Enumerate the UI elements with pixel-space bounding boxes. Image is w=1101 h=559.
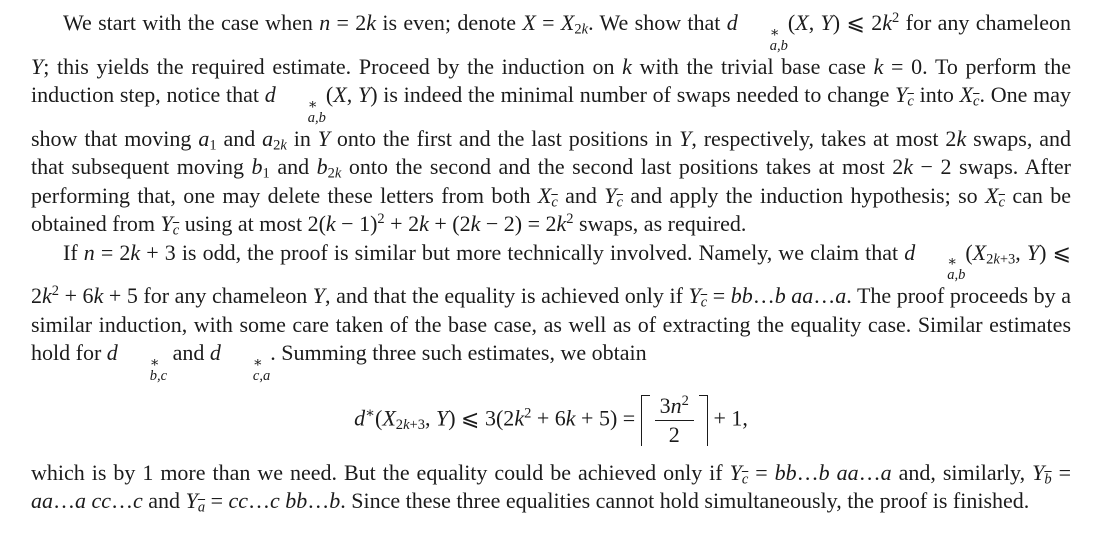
text-run: . One may show that moving xyxy=(31,82,1071,151)
text-run: k xyxy=(873,53,884,79)
text-run: can be obtained from xyxy=(31,182,1072,237)
text-run: X xyxy=(522,10,536,35)
text-run: 2 xyxy=(681,393,689,410)
text-run: k xyxy=(366,10,377,35)
text-run: 2 xyxy=(566,211,574,228)
superscript-subscript-stack xyxy=(738,24,788,54)
text-run: + 2 xyxy=(384,211,420,237)
text-run: ( xyxy=(965,239,973,265)
text-run: , xyxy=(1015,239,1027,265)
superscript-subscript-stack xyxy=(915,256,965,282)
subscript: a,b xyxy=(769,37,788,54)
text-run: 1 xyxy=(209,137,217,154)
text-run: + 5) = xyxy=(575,405,641,431)
text-run: … xyxy=(111,488,134,514)
text-run: k xyxy=(993,251,1000,268)
text-run: … xyxy=(752,283,775,309)
text-run: Y xyxy=(435,405,449,431)
text-run: Y xyxy=(1026,239,1040,265)
text-run: + 3 is odd, the proof is similar but more technically involved. Namely, we claim that xyxy=(140,239,905,265)
text-run: d xyxy=(106,340,118,366)
text-run: … xyxy=(53,488,75,514)
text-run: … xyxy=(248,488,271,514)
text-run: + 6 xyxy=(59,283,94,309)
text-run: + (2 xyxy=(428,211,471,237)
text-run: , respectively, takes at most 2 xyxy=(691,125,957,151)
text-run: k xyxy=(130,239,141,265)
text-run: a cc xyxy=(75,488,112,514)
text-run: ) ⩽ 2 xyxy=(31,239,1072,309)
fraction xyxy=(655,393,694,448)
fraction-denominator xyxy=(669,421,680,447)
text-run: swaps, and that subsequent moving xyxy=(31,125,1072,180)
text-run: and xyxy=(142,488,186,514)
subscript: b,c xyxy=(149,368,168,385)
text-run: Y xyxy=(160,211,173,237)
text-run: , xyxy=(808,10,821,35)
text-run: cc xyxy=(228,488,249,514)
text-run: b xyxy=(329,488,341,514)
text-run: . We show that xyxy=(588,10,727,35)
text-run: 2 xyxy=(668,422,680,448)
display-equation xyxy=(31,393,1071,448)
text-run: and apply the induction hypothesis; so xyxy=(623,182,986,208)
text-run: a xyxy=(198,125,210,151)
text-run: with the trivial base case xyxy=(631,53,874,79)
text-run: X xyxy=(985,182,999,208)
superscript: ∗ xyxy=(252,355,263,371)
text-run: 2 xyxy=(892,10,900,27)
text-run: ∗ xyxy=(365,405,376,422)
text-run: − 2 swaps. After performing that, one may delete these letters from both xyxy=(31,154,1071,208)
text-run: k xyxy=(565,405,576,431)
text-run: Y xyxy=(679,125,692,151)
text-run: = xyxy=(205,488,229,514)
text-run: $\overline{c}$ xyxy=(172,222,180,239)
text-run: 2 xyxy=(395,417,404,434)
paragraph-odd-case xyxy=(31,239,1071,383)
text-run: X xyxy=(972,239,987,265)
text-run: Y xyxy=(1032,459,1045,485)
paragraph-even-case xyxy=(31,9,1071,239)
text-run: b xyxy=(251,154,263,180)
text-run: k xyxy=(419,211,429,237)
text-run: Y xyxy=(317,125,330,151)
text-run: +3 xyxy=(409,417,425,434)
text-run: Y xyxy=(357,82,371,108)
text-run: = xyxy=(748,459,775,485)
text-run: bb xyxy=(730,283,753,309)
text-run: … xyxy=(813,283,836,309)
text-run: 2 xyxy=(273,137,281,154)
text-run: If xyxy=(63,239,84,265)
text-run: X xyxy=(382,405,396,431)
text-run: Y xyxy=(312,283,326,309)
text-run: + 6 xyxy=(531,405,566,431)
text-run: and xyxy=(167,340,210,366)
text-run: . The proof proceeds by a similar induction, with some care taken of the base case, as well as of extracting the equality case. Similar estimates hold for xyxy=(31,283,1071,366)
text-run: k xyxy=(622,53,632,79)
text-run: $\overline{c}$ xyxy=(616,194,623,211)
text-run: … xyxy=(858,459,881,485)
text-run: a xyxy=(262,125,274,151)
text-run: $\overline{c}$ xyxy=(551,194,558,211)
text-run: k xyxy=(882,10,893,35)
text-run: Y xyxy=(185,488,198,514)
text-run: … xyxy=(307,488,330,514)
text-run: d xyxy=(726,10,738,35)
text-run: = xyxy=(707,283,731,309)
text-run: k xyxy=(42,283,52,309)
text-run: Y xyxy=(820,10,833,35)
text-run: ) is indeed the minimal number of swaps needed to change xyxy=(370,82,896,108)
fraction-numerator xyxy=(655,393,694,421)
left-ceiling-bracket xyxy=(641,395,650,446)
superscript: ∗ xyxy=(947,254,958,271)
text-run: − 1) xyxy=(335,211,378,237)
text-run: . Summing three such estimates, we obtain xyxy=(270,340,647,366)
text-run: d xyxy=(904,239,916,265)
text-run: d xyxy=(264,82,276,108)
text-run: X xyxy=(333,82,347,108)
text-run: n xyxy=(319,10,331,35)
text-run: Y xyxy=(729,459,742,485)
text-run: into xyxy=(913,82,960,108)
text-run: b xyxy=(316,154,328,180)
text-run: k xyxy=(403,417,410,434)
text-run: k xyxy=(514,405,525,431)
text-run: a xyxy=(835,283,847,309)
text-run: k xyxy=(903,154,914,180)
text-run: 2 xyxy=(51,283,60,300)
text-run: +3 xyxy=(999,251,1016,268)
text-run: 2 xyxy=(327,165,335,182)
text-run: 2 xyxy=(377,211,385,228)
superscript-subscript-stack xyxy=(118,357,167,383)
superscript: ∗ xyxy=(149,355,160,371)
text-run: 2 xyxy=(574,21,582,38)
text-run: c bb xyxy=(270,488,308,514)
text-run: = 2 xyxy=(94,239,131,265)
text-run: bb xyxy=(774,459,797,485)
text-run: , xyxy=(346,82,358,108)
text-run: Y xyxy=(604,182,617,208)
text-run: $\overline{a}$ xyxy=(197,499,206,516)
text-run: c xyxy=(133,488,143,514)
text-run: ( xyxy=(375,405,383,431)
text-run: … xyxy=(796,459,819,485)
text-run: X xyxy=(795,10,809,35)
text-run: k xyxy=(280,137,287,154)
subscript: a,b xyxy=(947,267,966,284)
right-ceiling-bracket xyxy=(699,395,708,446)
text-run: We start with the case when xyxy=(63,10,320,35)
text-run: b aa xyxy=(818,459,859,485)
text-run: b aa xyxy=(774,283,814,309)
text-run: = xyxy=(1051,459,1071,485)
text-run: . Since these three equalities cannot hold simultaneously, the proof is finished. xyxy=(340,488,1030,514)
text-run: which is by 1 more than we need. But the equality could be achieved only if xyxy=(31,459,730,485)
text-run: k xyxy=(581,21,589,38)
text-run: and xyxy=(269,154,317,180)
text-run: 1 xyxy=(262,165,270,182)
text-run: swaps, as required. xyxy=(573,211,747,237)
text-run: $\overline{c}$ xyxy=(973,93,980,110)
text-run: + 1, xyxy=(707,405,748,431)
text-run: onto the first and the last positions in xyxy=(329,125,680,151)
text-run: Y xyxy=(895,82,908,108)
text-run: 2 xyxy=(986,251,994,268)
text-run: X xyxy=(537,182,552,208)
superscript: ∗ xyxy=(307,96,318,113)
text-run: $\overline{c}$ xyxy=(998,194,1005,211)
text-run: 2 xyxy=(524,405,532,422)
superscript-subscript-stack xyxy=(276,96,326,126)
text-run: for any chameleon xyxy=(899,10,1071,35)
text-run: ) ⩽ 3(2 xyxy=(448,405,515,431)
text-run: and xyxy=(557,182,605,208)
text-run: k xyxy=(93,283,104,309)
text-run: a xyxy=(880,459,892,485)
text-run: k xyxy=(334,165,342,182)
text-run: in xyxy=(286,125,318,151)
text-run: aa xyxy=(31,488,53,514)
text-run: n xyxy=(83,239,95,265)
text-run: X xyxy=(959,82,974,108)
text-run: using at most 2( xyxy=(179,211,326,237)
text-run: + 5 for any chameleon xyxy=(103,283,313,309)
text-run: is even; denote xyxy=(376,10,523,35)
text-run: ) ⩽ 2 xyxy=(832,10,883,35)
text-run: Y xyxy=(688,283,701,309)
text-run: d xyxy=(209,340,221,366)
text-run: − 2) = 2 xyxy=(480,211,557,237)
paragraph-conclusion xyxy=(31,459,1071,516)
text-run: k xyxy=(325,211,336,237)
superscript: ∗ xyxy=(769,24,780,41)
text-run: = xyxy=(535,10,561,35)
text-run: k xyxy=(556,211,567,237)
text-run: = 0. To perform the induction step, notice that xyxy=(31,53,1071,108)
subscript: a,b xyxy=(307,109,326,126)
text-run: $\overline{b}$ xyxy=(1044,471,1052,488)
subscript: c,a xyxy=(252,368,271,385)
text-run: ( xyxy=(325,82,334,108)
text-run: k xyxy=(470,211,481,237)
text-run: and, similarly, xyxy=(891,459,1033,485)
text-run: , xyxy=(424,405,436,431)
text-run: d xyxy=(354,405,366,431)
text-run: 3 xyxy=(659,393,671,419)
text-run: = 2 xyxy=(330,10,367,35)
text-run: k xyxy=(956,125,967,151)
text-run: ; this yields the required estimate. Proceed by the induction on xyxy=(43,53,623,79)
text-run: Y xyxy=(31,53,44,79)
text-run: , and that the equality is achieved only if xyxy=(325,283,689,309)
text-run: $\overline{c}$ xyxy=(907,93,914,110)
text-run: n xyxy=(670,393,682,419)
text-run: onto the second and the second last positions takes at most 2 xyxy=(341,154,904,180)
superscript-subscript-stack xyxy=(221,357,270,383)
text-run: ( xyxy=(787,10,796,35)
text-run: X xyxy=(560,10,575,35)
text-run: $\overline{c}$ xyxy=(741,471,749,488)
text-run: $\overline{c}$ xyxy=(700,295,708,312)
text-run: and xyxy=(216,125,263,151)
